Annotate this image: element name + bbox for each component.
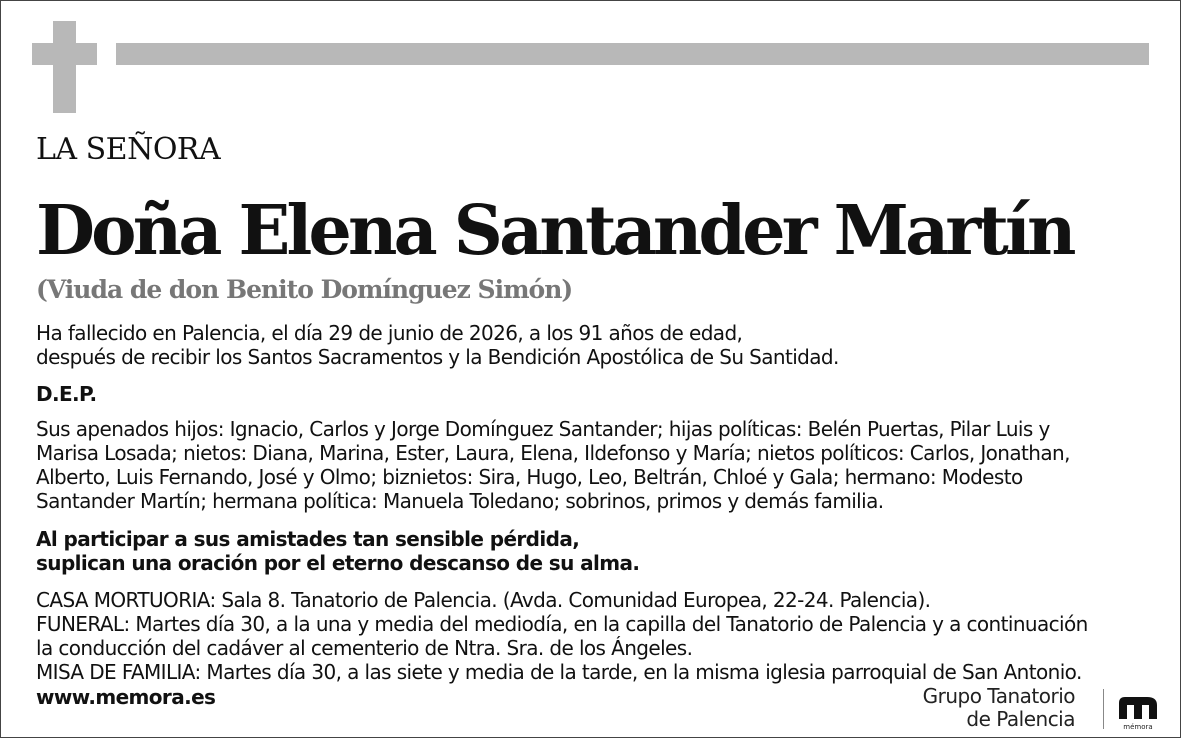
widow-subtitle: (Viuda de don Benito Domínguez Simón) bbox=[36, 275, 573, 304]
logo-line: de Palencia bbox=[966, 707, 1075, 731]
memora-logo-icon bbox=[1115, 691, 1161, 731]
detail-casa-mortuoria: CASA MORTUORIA: Sala 8. Tanatorio de Palencia. (Avda. Comunidad Europea, 22-24. Palencia). bbox=[36, 588, 931, 612]
detail-funeral: FUNERAL: Martes día 30, a la una y media del mediodía, en la capilla del Tanatorio de Palencia y a continuación bbox=[36, 612, 1088, 636]
service-details bbox=[36, 588, 1088, 684]
logo-divider bbox=[1103, 689, 1104, 729]
dep-label: D.E.P. bbox=[36, 382, 97, 406]
family-line: Alberto, Luis Fernando, José y Olmo; biznietos: Sira, Hugo, Leo, Beltrán, Chloé y Gala; hermano: Modesto bbox=[36, 465, 1023, 489]
announcement-line: después de recibir los Santos Sacramentos y la Bendición Apostólica de Su Santidad. bbox=[36, 345, 839, 369]
title-prefix: LA SEÑORA bbox=[36, 132, 221, 167]
family-list bbox=[36, 417, 1070, 513]
family-line: Santander Martín; hermana política: Manuela Toledano; sobrinos, primos y demás familia. bbox=[36, 489, 884, 513]
logo-line: Grupo Tanatorio bbox=[922, 684, 1075, 708]
deceased-name: Doña Elena Santander Martín bbox=[36, 191, 1073, 271]
announcement-line: Ha fallecido en Palencia, el día 29 de junio de 2026, a los 91 años de edad, bbox=[36, 321, 743, 345]
family-line: Sus apenados hijos: Ignacio, Carlos y Jorge Domínguez Santander; hijas políticas: Belén Puertas, Pilar Luis y bbox=[36, 417, 1050, 441]
website-link[interactable]: www.memora.es bbox=[36, 685, 216, 709]
logo-text bbox=[923, 685, 1075, 731]
prayer-request bbox=[36, 527, 639, 575]
prayer-line: suplican una oración por el eterno descanso de su alma. bbox=[36, 551, 640, 575]
cross-icon-arm bbox=[32, 43, 97, 65]
prayer-line: Al participar a sus amistades tan sensible pérdida, bbox=[36, 527, 580, 551]
family-line: Marisa Losada; nietos: Diana, Marina, Ester, Laura, Elena, Ildefonso y María; nietos políticos: Carlos, Jonathan, bbox=[36, 441, 1070, 465]
funeral-home-logo bbox=[922, 684, 1161, 731]
cross-icon bbox=[53, 21, 76, 113]
detail-funeral-continued: la conducción del cadáver al cementerio de Ntra. Sra. de los Ángeles. bbox=[36, 636, 693, 660]
svg-text:mémora: mémora bbox=[1123, 723, 1153, 731]
header-bar bbox=[116, 43, 1149, 65]
detail-misa-familia: MISA DE FAMILIA: Martes día 30, a las siete y media de la tarde, en la misma iglesia parroquial de San Antonio. bbox=[36, 660, 1082, 684]
announcement bbox=[36, 321, 839, 369]
